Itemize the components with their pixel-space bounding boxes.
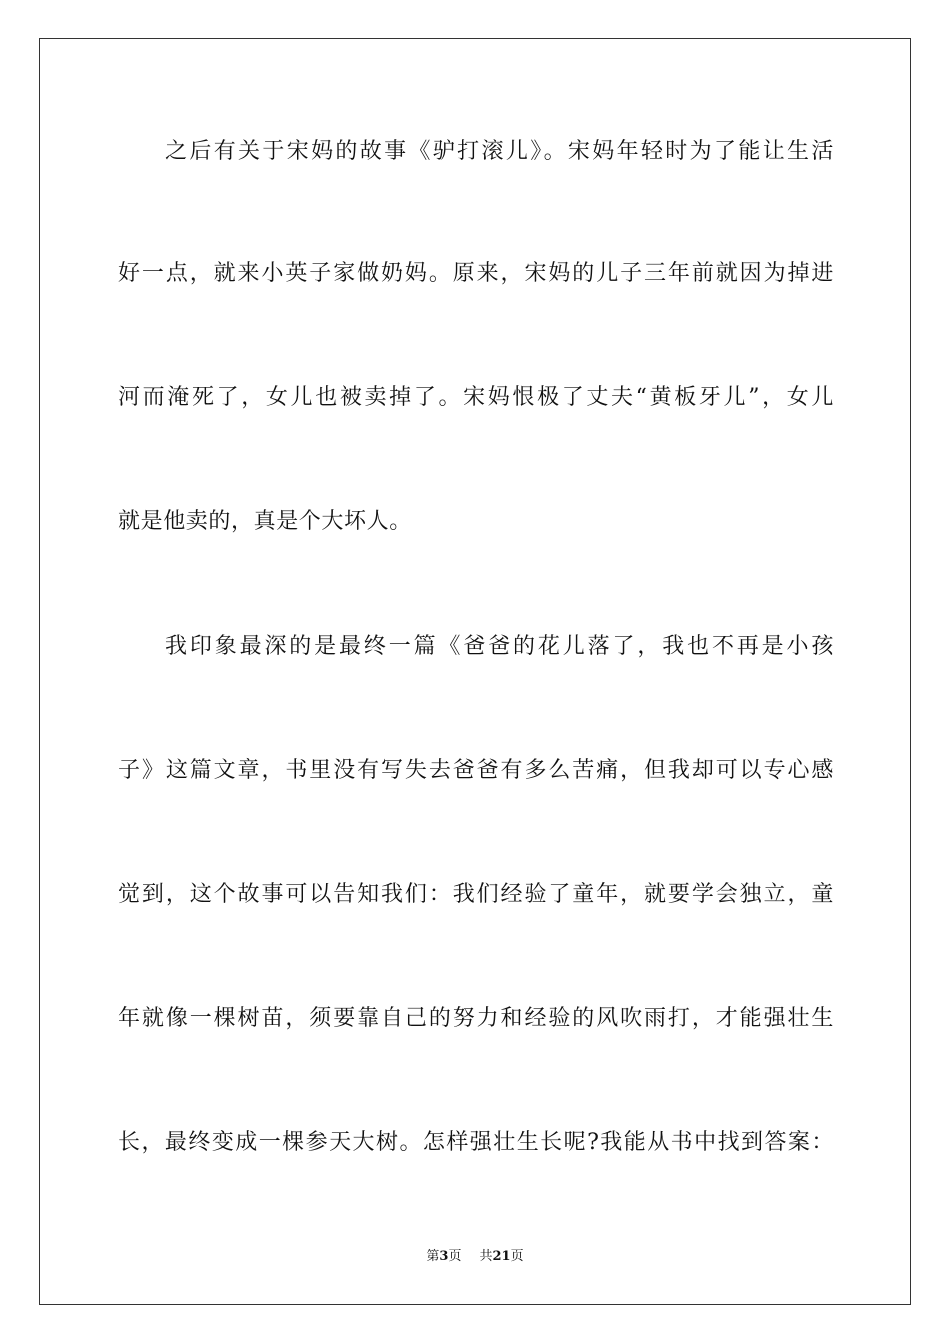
text-line-3: 河而淹死了，女儿也被卖掉了。宋妈恨极了丈夫“黄板牙儿”，女儿 [118, 385, 834, 410]
text-line-1: 之后有关于宋妈的故事《驴打滚儿》。宋妈年轻时为了能让生活 [165, 139, 834, 164]
text-line-8: 年就像一棵树苗，须要靠自己的努力和经验的风吹雨打，才能强壮生 [118, 1006, 834, 1031]
text-line-9: 长，最终变成一棵参天大树。怎样强壮生长呢?我能从书中找到答案： [118, 1130, 834, 1155]
total-prefix: 共 [479, 1249, 493, 1264]
text-line-6: 子》这篇文章，书里没有写失去爸爸有多么苦痛，但我却可以专心感 [118, 758, 834, 783]
page-number: 3 [439, 1249, 449, 1264]
page-suffix: 页 [448, 1249, 462, 1264]
text-line-4: 就是他卖的，真是个大坏人。 [118, 509, 412, 534]
total-pages: 21 [492, 1249, 511, 1264]
page-frame [39, 38, 911, 1305]
page-prefix: 第 [426, 1249, 440, 1264]
text-line-2: 好一点，就来小英子家做奶妈。原来，宋妈的儿子三年前就因为掉进 [118, 261, 834, 286]
text-line-7: 觉到，这个故事可以告知我们：我们经验了童年，就要学会独立，童 [118, 882, 834, 907]
total-suffix: 页 [510, 1249, 524, 1264]
text-line-5: 我印象最深的是最终一篇《爸爸的花儿落了，我也不再是小孩 [165, 634, 834, 659]
page-footer [0, 1248, 950, 1266]
